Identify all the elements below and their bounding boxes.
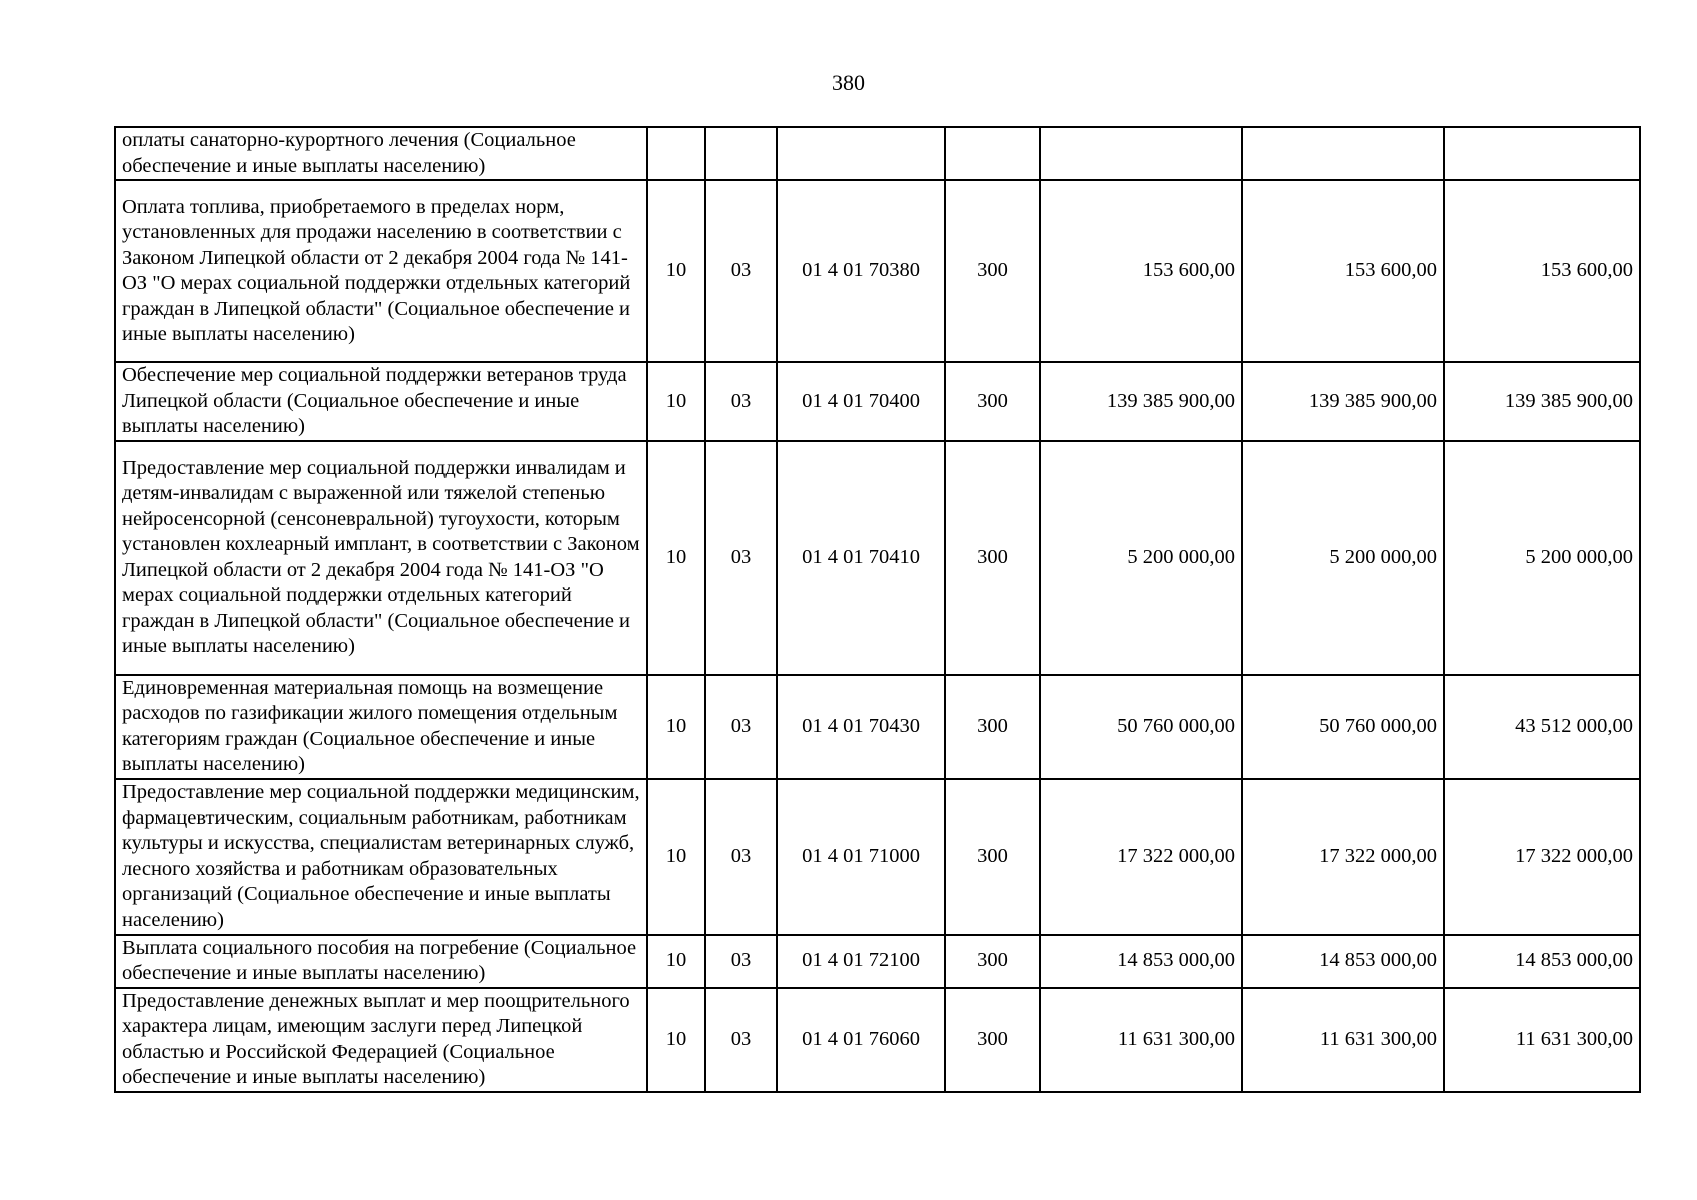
amount-year-2: 50 760 000,00 bbox=[1242, 675, 1444, 779]
subsection-code: 03 bbox=[705, 441, 777, 675]
subsection-code: 03 bbox=[705, 779, 777, 935]
amount-year-3: 153 600,00 bbox=[1444, 180, 1640, 362]
row-description: Предоставление денежных выплат и мер поощрительного характера лицам, имеющим заслуги перед Липецкой областью и Российской Федерацией (Социальное обеспечение и иные выплаты населению) bbox=[115, 988, 647, 1092]
section-code: 10 bbox=[647, 675, 705, 779]
budget-table bbox=[114, 126, 1641, 1093]
subsection-code: 03 bbox=[705, 675, 777, 779]
amount-year-3 bbox=[1444, 127, 1640, 180]
section-code: 10 bbox=[647, 362, 705, 441]
amount-year-3: 11 631 300,00 bbox=[1444, 988, 1640, 1092]
subsection-code: 03 bbox=[705, 988, 777, 1092]
amount-year-2: 17 322 000,00 bbox=[1242, 779, 1444, 935]
target-article-code: 01 4 01 70430 bbox=[777, 675, 945, 779]
amount-year-3: 43 512 000,00 bbox=[1444, 675, 1640, 779]
target-article-code: 01 4 01 72100 bbox=[777, 935, 945, 988]
table-row bbox=[115, 441, 1640, 675]
expense-type-code: 300 bbox=[945, 779, 1040, 935]
expense-type-code: 300 bbox=[945, 988, 1040, 1092]
amount-year-1: 139 385 900,00 bbox=[1040, 362, 1242, 441]
subsection-code: 03 bbox=[705, 935, 777, 988]
amount-year-1: 5 200 000,00 bbox=[1040, 441, 1242, 675]
amount-year-1: 153 600,00 bbox=[1040, 180, 1242, 362]
expense-type-code: 300 bbox=[945, 362, 1040, 441]
table-row bbox=[115, 988, 1640, 1092]
amount-year-2: 139 385 900,00 bbox=[1242, 362, 1444, 441]
subsection-code: 03 bbox=[705, 362, 777, 441]
amount-year-1: 11 631 300,00 bbox=[1040, 988, 1242, 1092]
target-article-code bbox=[777, 127, 945, 180]
expense-type-code bbox=[945, 127, 1040, 180]
amount-year-2: 5 200 000,00 bbox=[1242, 441, 1444, 675]
section-code bbox=[647, 127, 705, 180]
amount-year-1: 14 853 000,00 bbox=[1040, 935, 1242, 988]
amount-year-3: 139 385 900,00 bbox=[1444, 362, 1640, 441]
subsection-code bbox=[705, 127, 777, 180]
row-description: Оплата топлива, приобретаемого в пределах норм, установленных для продажи населению в соответствии с Законом Липецкой области от 2 декабря 2004 года № 141-ОЗ "О мерах социальной поддержки отдельных категорий граждан в Липецкой области" (Социальное обеспечение и иные выплаты населению) bbox=[115, 180, 647, 362]
amount-year-2: 11 631 300,00 bbox=[1242, 988, 1444, 1092]
row-description: Выплата социального пособия на погребение (Социальное обеспечение и иные выплаты населению) bbox=[115, 935, 647, 988]
expense-type-code: 300 bbox=[945, 441, 1040, 675]
amount-year-3: 14 853 000,00 bbox=[1444, 935, 1640, 988]
subsection-code: 03 bbox=[705, 180, 777, 362]
target-article-code: 01 4 01 71000 bbox=[777, 779, 945, 935]
section-code: 10 bbox=[647, 779, 705, 935]
table-row bbox=[115, 180, 1640, 362]
amount-year-2: 153 600,00 bbox=[1242, 180, 1444, 362]
target-article-code: 01 4 01 70380 bbox=[777, 180, 945, 362]
target-article-code: 01 4 01 70400 bbox=[777, 362, 945, 441]
table-row bbox=[115, 935, 1640, 988]
row-description: Единовременная материальная помощь на возмещение расходов по газификации жилого помещения отдельным категориям граждан (Социальное обеспечение и иные выплаты населению) bbox=[115, 675, 647, 779]
table-row bbox=[115, 362, 1640, 441]
target-article-code: 01 4 01 76060 bbox=[777, 988, 945, 1092]
amount-year-1 bbox=[1040, 127, 1242, 180]
amount-year-1: 17 322 000,00 bbox=[1040, 779, 1242, 935]
row-description: Обеспечение мер социальной поддержки ветеранов труда Липецкой области (Социальное обеспечение и иные выплаты населению) bbox=[115, 362, 647, 441]
expense-type-code: 300 bbox=[945, 675, 1040, 779]
expense-type-code: 300 bbox=[945, 180, 1040, 362]
amount-year-2 bbox=[1242, 127, 1444, 180]
section-code: 10 bbox=[647, 441, 705, 675]
amount-year-2: 14 853 000,00 bbox=[1242, 935, 1444, 988]
expense-type-code: 300 bbox=[945, 935, 1040, 988]
amount-year-3: 17 322 000,00 bbox=[1444, 779, 1640, 935]
target-article-code: 01 4 01 70410 bbox=[777, 441, 945, 675]
section-code: 10 bbox=[647, 180, 705, 362]
row-description: Предоставление мер социальной поддержки инвалидам и детям-инвалидам с выраженной или тяжелой степенью нейросенсорной (сенсоневральной) тугоухости, которым установлен кохлеарный имплант, в соответствии с Законом Липецкой области от 2 декабря 2004 года № 141-ОЗ "О мерах социальной поддержки отдельных категорий граждан в Липецкой области" (Социальное обеспечение и иные выплаты населению) bbox=[115, 441, 647, 675]
section-code: 10 bbox=[647, 935, 705, 988]
amount-year-1: 50 760 000,00 bbox=[1040, 675, 1242, 779]
table-row bbox=[115, 779, 1640, 935]
row-description: оплаты санаторно-курортного лечения (Социальное обеспечение и иные выплаты населению) bbox=[115, 127, 647, 180]
page-number: 380 bbox=[832, 70, 865, 95]
row-description: Предоставление мер социальной поддержки медицинским, фармацевтическим, социальным работникам, работникам культуры и искусства, специалистам ветеринарных служб, лесного хозяйства и работникам образовательных организаций (Социальное обеспечение и иные выплаты населению) bbox=[115, 779, 647, 935]
section-code: 10 bbox=[647, 988, 705, 1092]
amount-year-3: 5 200 000,00 bbox=[1444, 441, 1640, 675]
table-row bbox=[115, 127, 1640, 180]
table-row bbox=[115, 675, 1640, 779]
